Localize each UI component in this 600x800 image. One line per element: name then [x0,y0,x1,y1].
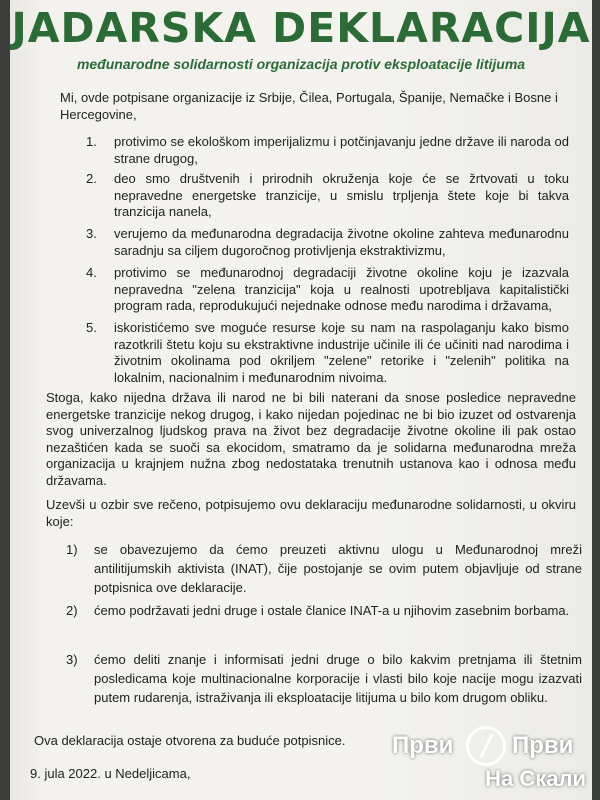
item-number: 4. [86,265,97,280]
commitment-number: 1) [66,542,78,557]
list-item: verujemo da međunarodna degradacija životne okoline zahteva međunarodnu saradnju sa ciljem dugoročnog protivljenja ekstraktivizmu, [114,226,569,258]
watermark-logo [392,732,592,794]
declaration-page [10,0,592,800]
item-number: 5. [86,320,97,335]
commitment-item: ćemo podržavati jedni druge i ostale članice INAT-a u njihovim zasebnim borbama. [94,603,570,618]
commitment-item: ćemo deliti znanje i informisati jedni druge o bilo kakvim pretnjama ili štetnim posledicama koje multinacionalne korporacije i vlasti bilo koje nacije mogu izazvati putem rudarenja, istraživanja ili eksploatacije litijuma u bilo kom drugom obliku. [94,652,582,705]
commitment-number: 2) [66,603,78,618]
item-number: 2. [86,171,97,186]
body-paragraph: Uzevši u ozbir sve rečeno, potpisujemo ovu deklaraciju međunarodne solidarnosti, u okviru koje: [46,497,576,529]
document-title: JADARSKA DEKLARACIJA [11,4,591,52]
item-number: 3. [86,226,97,241]
watermark-text-left: Први [392,732,454,759]
list-item: protivimo se međunarodnoj degradaciji životne okoline koju je izazvala nepravedna "zelena tranzicija" koja u realnosti upotrebljava kapitalistički program rada, reprodukujući nejednake odnose među narodima i državama, [114,265,569,313]
watermark-text-right: Први [512,732,574,759]
commitment-item: se obavezujemo da ćemo preuzeti aktivnu ulogu u Međunarodnoj mreži antilitijumskih aktivista (INAT), čije postojanje se ovim putem objavljuje od strane potpisnica ove deklaracije. [94,542,582,595]
list-item: protivimo se ekološkom imperijalizmu i potčinjavanju jedne države ili naroda od strane drugog, [114,134,569,166]
date-line: 9. jula 2022. u Nedeljicama, [30,766,191,781]
list-item: deo smo društvenih i prirodnih okruženja koje će se žrtvovati u toku nepravedne energetske tranzicije, u smislu trpljenja štete koje bi takva tranzicija nanela, [114,171,569,219]
body-paragraph: Stoga, kako nijedna država ili narod ne bi bili naterani da snose posledice nepravedne energetske tranzicije nekog drugog, i kako nijedan pojedinac ne bi bio izuzet od ostvarenja svog univerzalnog ljudskog prava na život bez degradacije životne okoline ili pak ostao nezaštićen kada se suoči sa ekocidom, smatramo da je solidarna međunarodna mreža organizacija u krajnjem nužna zbog nedostataka trenutnih ustanova kao i odnosa među državama. [46,390,576,488]
closing-line: Ova deklaracija ostaje otvorena za buduće potpisnice. [34,733,346,748]
watermark-text-bottom: На Скали [485,766,586,791]
list-item: iskoristićemo sve moguće resurse koje su nam na raspolaganju kako bismo razotkrili štetu koju su ekstraktivne industrije učinile ili će učiniti nad narodima i životnim okolinama pod okriljem "zelene" retorike i "zelenih" politika na lokalnim, nacionalnim i međunarodnim nivoima. [114,320,569,385]
commitment-number: 3) [66,652,78,667]
intro-paragraph: Mi, ovde potpisane organizacije iz Srbije, Čilea, Portugala, Španije, Nemačke i Bosne i Hercegovine, [60,90,558,122]
item-number: 1. [86,134,97,149]
logo-circle-icon [466,726,506,766]
document-subtitle: međunarodne solidarnosti organizacija protiv eksploatacije litijuma [76,56,526,72]
